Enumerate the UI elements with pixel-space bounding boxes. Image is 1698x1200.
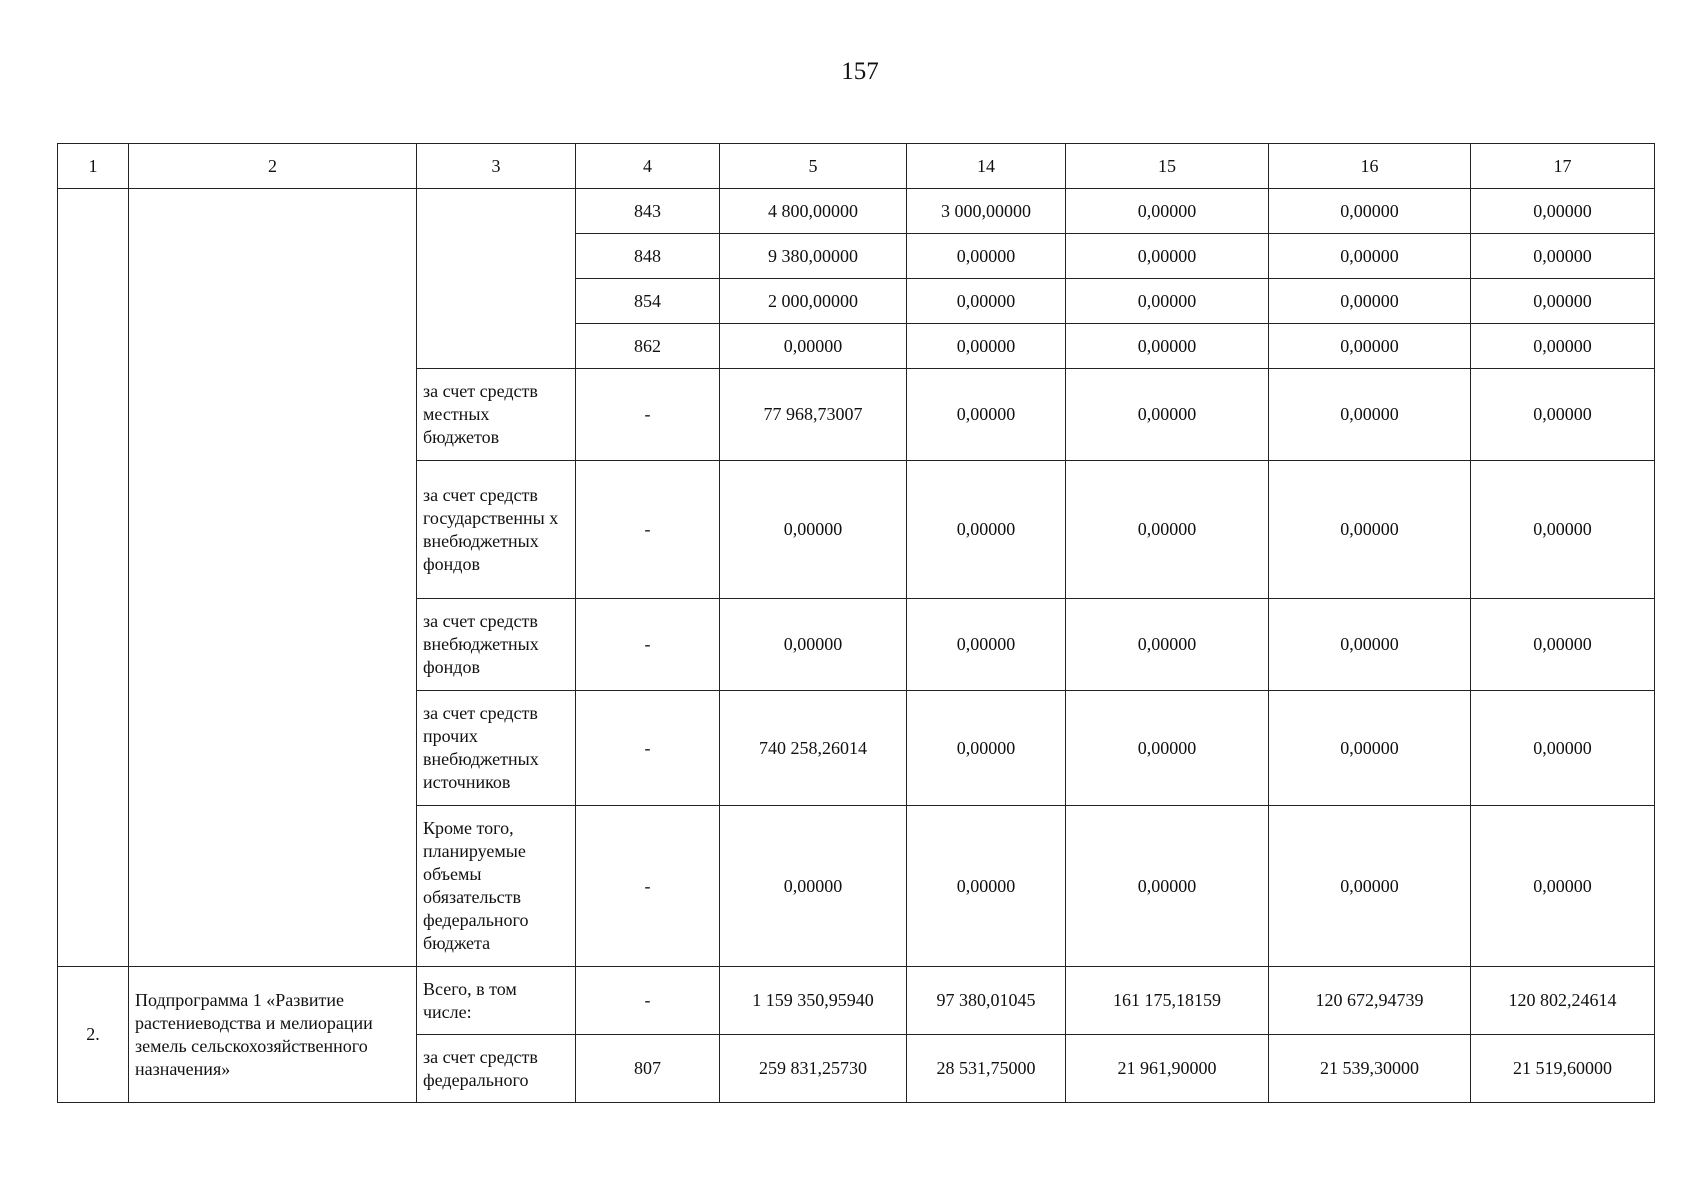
value-cell: 0,00000 xyxy=(1471,461,1655,599)
row-number-cell xyxy=(58,189,129,967)
value-cell: 0,00000 xyxy=(907,324,1066,369)
value-cell: 0,00000 xyxy=(907,806,1066,967)
value-cell: 0,00000 xyxy=(1269,279,1471,324)
column-header: 3 xyxy=(417,144,576,189)
column-header: 15 xyxy=(1066,144,1269,189)
column-header: 14 xyxy=(907,144,1066,189)
value-cell: 0,00000 xyxy=(1269,324,1471,369)
value-cell: 21 519,60000 xyxy=(1471,1035,1655,1103)
source-cell xyxy=(417,189,576,369)
value-cell: 2 000,00000 xyxy=(720,279,907,324)
source-label: Всего, в том числе: xyxy=(417,967,576,1035)
kbk-code: - xyxy=(576,806,720,967)
kbk-code: 854 xyxy=(576,279,720,324)
kbk-code: - xyxy=(576,369,720,461)
value-cell: 0,00000 xyxy=(1471,279,1655,324)
value-cell: 28 531,75000 xyxy=(907,1035,1066,1103)
kbk-code: - xyxy=(576,967,720,1035)
kbk-code: 848 xyxy=(576,234,720,279)
value-cell: 0,00000 xyxy=(1066,234,1269,279)
value-cell: 0,00000 xyxy=(1269,234,1471,279)
source-label: за счет средств прочих внебюджетных источников xyxy=(417,691,576,806)
value-cell: 3 000,00000 xyxy=(907,189,1066,234)
value-cell: 0,00000 xyxy=(720,806,907,967)
value-cell: 0,00000 xyxy=(1269,806,1471,967)
value-cell: 120 802,24614 xyxy=(1471,967,1655,1035)
value-cell: 0,00000 xyxy=(1269,461,1471,599)
value-cell: 0,00000 xyxy=(720,461,907,599)
value-cell: 0,00000 xyxy=(907,461,1066,599)
header-row xyxy=(58,144,1655,189)
value-cell: 0,00000 xyxy=(1471,691,1655,806)
value-cell: 0,00000 xyxy=(1066,324,1269,369)
value-cell: 120 672,94739 xyxy=(1269,967,1471,1035)
kbk-code: - xyxy=(576,461,720,599)
value-cell: 0,00000 xyxy=(907,279,1066,324)
value-cell: 0,00000 xyxy=(1066,691,1269,806)
value-cell: 0,00000 xyxy=(1066,189,1269,234)
column-header: 17 xyxy=(1471,144,1655,189)
value-cell: 9 380,00000 xyxy=(720,234,907,279)
kbk-code: 807 xyxy=(576,1035,720,1103)
value-cell: 0,00000 xyxy=(1471,806,1655,967)
value-cell: 0,00000 xyxy=(1269,599,1471,691)
kbk-code: - xyxy=(576,691,720,806)
value-cell: 0,00000 xyxy=(1269,369,1471,461)
value-cell: 4 800,00000 xyxy=(720,189,907,234)
value-cell: 0,00000 xyxy=(1066,461,1269,599)
value-cell: 0,00000 xyxy=(1066,369,1269,461)
kbk-code: 843 xyxy=(576,189,720,234)
value-cell: 0,00000 xyxy=(1066,806,1269,967)
value-cell: 97 380,01045 xyxy=(907,967,1066,1035)
value-cell: 0,00000 xyxy=(907,234,1066,279)
source-label: за счет средств государственны х внебюджетных фондов xyxy=(417,461,576,599)
source-label: Кроме того, планируемые объемы обязательств федерального бюджета xyxy=(417,806,576,967)
column-header: 4 xyxy=(576,144,720,189)
value-cell: 0,00000 xyxy=(1269,691,1471,806)
table-row xyxy=(58,189,1655,234)
budget-table xyxy=(57,143,1655,1103)
value-cell: 0,00000 xyxy=(907,369,1066,461)
value-cell: 259 831,25730 xyxy=(720,1035,907,1103)
value-cell: 0,00000 xyxy=(1471,324,1655,369)
value-cell: 0,00000 xyxy=(1066,279,1269,324)
value-cell: 0,00000 xyxy=(907,599,1066,691)
table-row xyxy=(58,967,1655,1035)
row-number: 2. xyxy=(58,967,129,1103)
source-label: за счет средств федерального xyxy=(417,1035,576,1103)
value-cell: 21 539,30000 xyxy=(1269,1035,1471,1103)
column-header: 1 xyxy=(58,144,129,189)
value-cell: 0,00000 xyxy=(1471,189,1655,234)
value-cell: 0,00000 xyxy=(1471,599,1655,691)
value-cell: 77 968,73007 xyxy=(720,369,907,461)
source-label: за счет средств внебюджетных фондов xyxy=(417,599,576,691)
program-name-cell xyxy=(129,189,417,967)
value-cell: 21 961,90000 xyxy=(1066,1035,1269,1103)
value-cell: 0,00000 xyxy=(720,599,907,691)
value-cell: 0,00000 xyxy=(1066,599,1269,691)
value-cell: 0,00000 xyxy=(720,324,907,369)
page-number: 157 xyxy=(841,58,879,85)
source-label: за счет средств местных бюджетов xyxy=(417,369,576,461)
kbk-code: - xyxy=(576,599,720,691)
value-cell: 0,00000 xyxy=(1471,369,1655,461)
column-header: 5 xyxy=(720,144,907,189)
subprogram-title: Подпрограмма 1 «Развитие растениеводства и мелиорации земель сельскохозяйственного назначения» xyxy=(129,967,417,1103)
column-header: 16 xyxy=(1269,144,1471,189)
column-header: 2 xyxy=(129,144,417,189)
kbk-code: 862 xyxy=(576,324,720,369)
value-cell: 0,00000 xyxy=(1471,234,1655,279)
value-cell: 161 175,18159 xyxy=(1066,967,1269,1035)
value-cell: 0,00000 xyxy=(1269,189,1471,234)
value-cell: 740 258,26014 xyxy=(720,691,907,806)
value-cell: 1 159 350,95940 xyxy=(720,967,907,1035)
value-cell: 0,00000 xyxy=(907,691,1066,806)
